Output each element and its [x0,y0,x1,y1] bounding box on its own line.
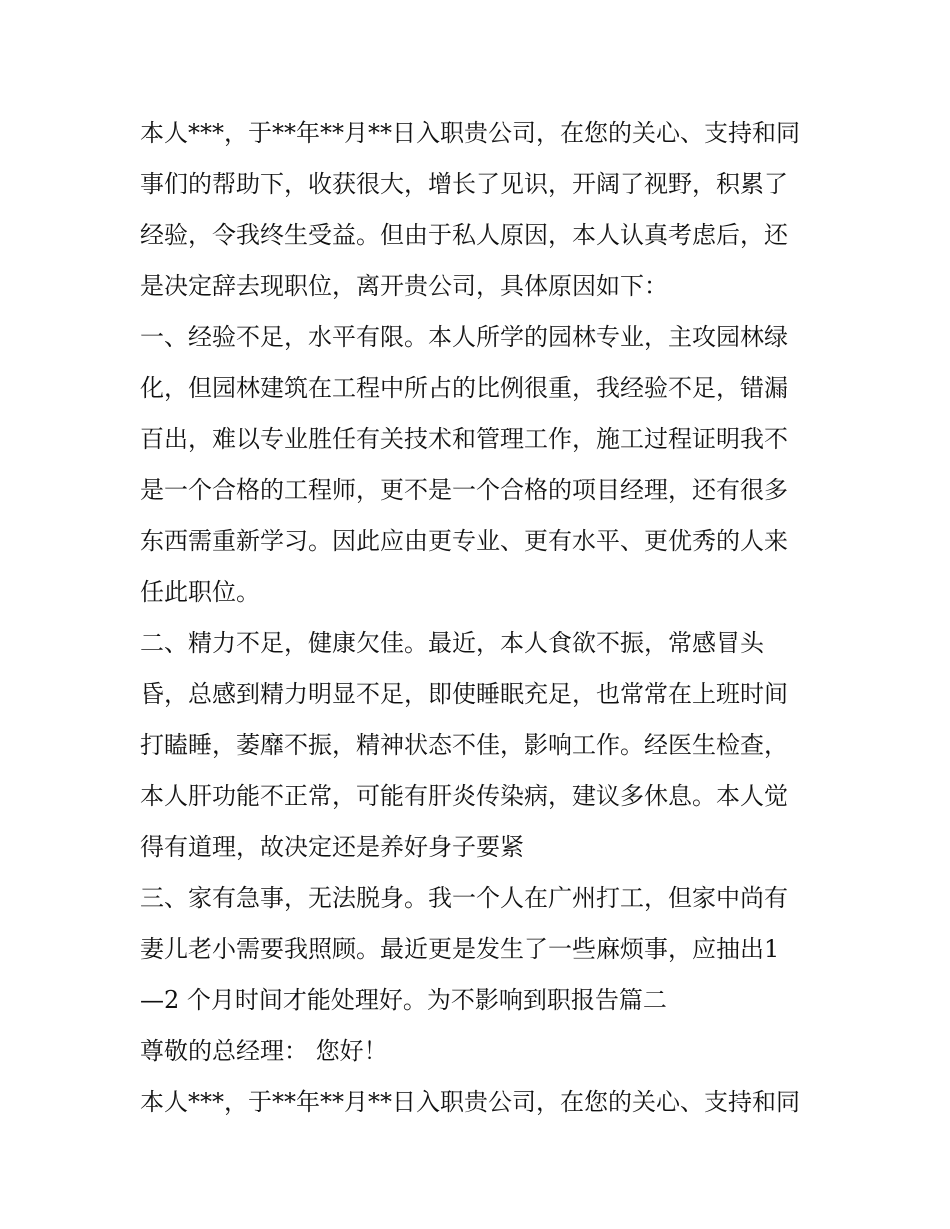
text-line: 本人***，于**年**月**日入职贵公司，在您的关心、支持和同 [140,119,800,147]
text-line: 二、精力不足，健康欠佳。最近，本人食欲不振，常感冒头 [140,629,764,657]
text-line: 本人***，于**年**月**日入职贵公司，在您的关心、支持和同 [140,1088,800,1116]
text-line: —2 个月时间才能处理好。为不影响到职报告篇二 [140,986,667,1014]
text-line: 打瞌睡，萎靡不振，精神状态不佳，影响工作。经医生检查， [140,731,788,759]
document-body [140,108,816,1128]
text-line: 妻儿老小需要我照顾。最近更是发生了一些麻烦事，应抽出1 [140,935,780,963]
text-line: 东西需重新学习。因此应由更专业、更有水平、更优秀的人来 [140,527,788,555]
text-line: 尊敬的总经理： 您好！ [140,1037,388,1065]
text-line: 任此职位。 [140,578,260,606]
text-line: 是决定辞去现职位，离开贵公司，具体原因如下： [140,272,668,300]
text-line: 一、经验不足，水平有限。本人所学的园林专业，主攻园林绿 [140,323,788,351]
text-line: 得有道理，故决定还是养好身子要紧 [140,833,524,861]
text-line: 事们的帮助下，收获很大，增长了见识，开阔了视野，积累了 [140,170,788,198]
text-line: 化，但园林建筑在工程中所占的比例很重，我经验不足，错漏 [140,374,788,402]
text-line: 是一个合格的工程师，更不是一个合格的项目经理，还有很多 [140,476,788,504]
text-line: 本人肝功能不正常，可能有肝炎传染病，建议多休息。本人觉 [140,782,788,810]
text-line: 三、家有急事，无法脱身。我一个人在广州打工，但家中尚有 [140,884,788,912]
text-line: 经验，令我终生受益。但由于私人原因，本人认真考虑后，还 [140,221,788,249]
text-line: 百出，难以专业胜任有关技术和管理工作，施工过程证明我不 [140,425,788,453]
text-line: 昏，总感到精力明显不足，即使睡眠充足，也常常在上班时间 [140,680,788,708]
